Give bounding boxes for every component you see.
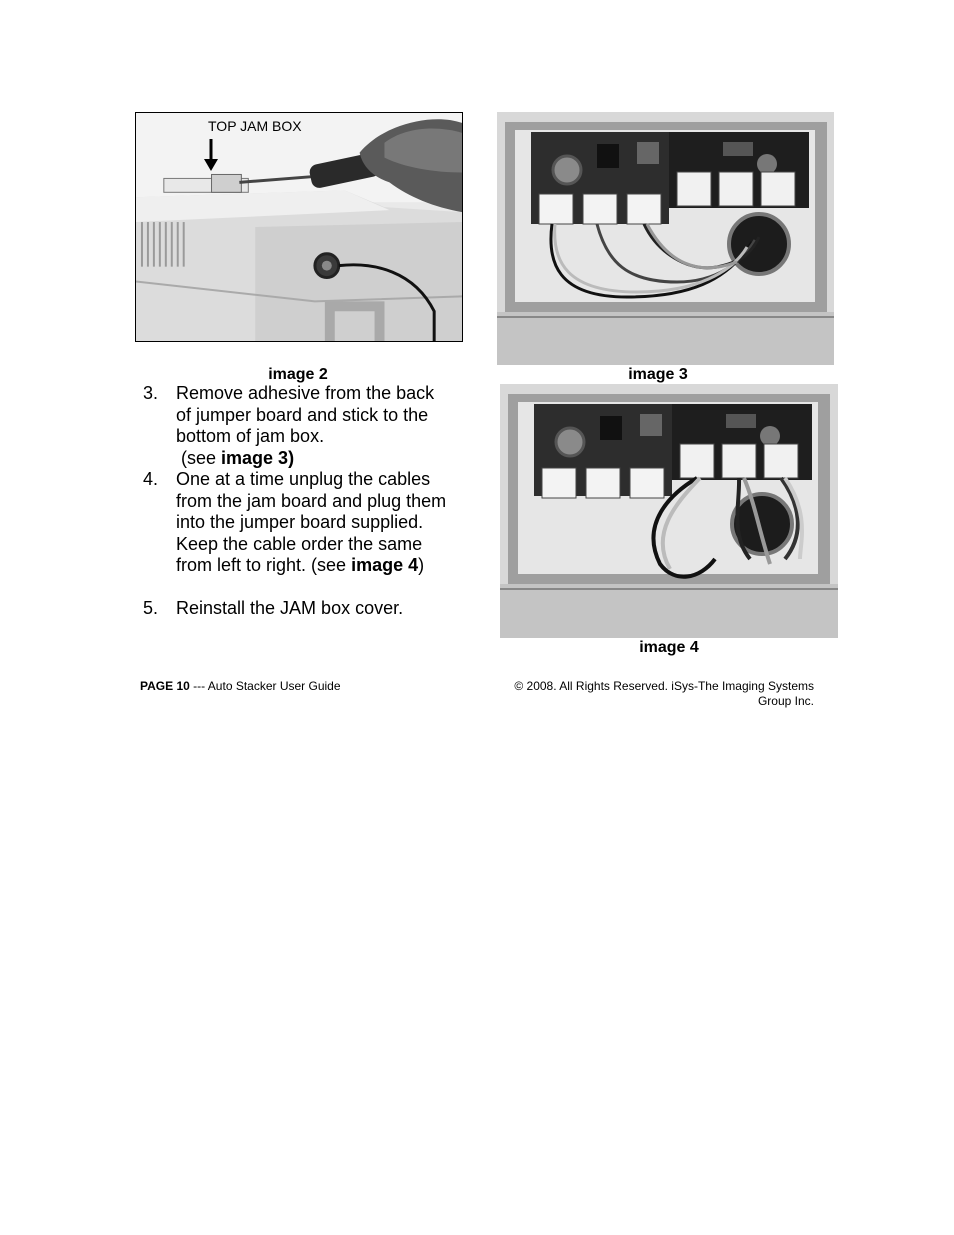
step-text: Reinstall the JAM box cover. — [176, 598, 404, 618]
step-number: 3. — [143, 383, 159, 403]
page-footer-left — [140, 679, 341, 694]
photo-cables-plugged-in — [500, 384, 838, 638]
image-4-caption: image 4 — [639, 639, 699, 656]
copyright-notice — [480, 679, 814, 709]
step-number: 4. — [143, 469, 159, 489]
step-text-line: Remove adhesive from the back — [176, 383, 435, 403]
instruction-steps — [143, 383, 463, 620]
step-text: One at a time unplug the cables from the jam board and plug them into the jumper board supplied. Keep the cable order the same from left to right. (see — [176, 469, 447, 575]
image-reference: image 4 — [351, 555, 419, 575]
copyright-line: © 2008. All Rights Reserved. iSys-The Imaging Systems — [514, 679, 814, 693]
step-text-line: of jumper board and stick to the — [176, 404, 429, 425]
step-see-prefix: (see — [176, 447, 222, 468]
document-title: --- Auto Stacker User Guide — [189, 679, 341, 693]
step-text-suffix: ) — [418, 555, 425, 575]
step-see-reference — [176, 448, 463, 470]
step-text-line: bottom of jam box. — [176, 426, 325, 446]
step-5 — [143, 598, 463, 620]
step-3 — [143, 383, 463, 469]
step-number: 5. — [143, 598, 159, 618]
photo-jumper-board-installed — [497, 112, 834, 365]
top-jam-box-label: TOP JAM BOX — [208, 118, 302, 134]
image-2-caption: image 2 — [268, 366, 328, 383]
copyright-line: Group Inc. — [757, 694, 814, 708]
image-reference: image 3) — [221, 447, 295, 468]
page-number: PAGE 10 — [140, 679, 190, 693]
photo-top-jam-box — [135, 112, 463, 342]
step-4 — [143, 469, 463, 577]
arrow-down-icon — [202, 139, 220, 171]
image-3-caption: image 3 — [628, 366, 688, 383]
